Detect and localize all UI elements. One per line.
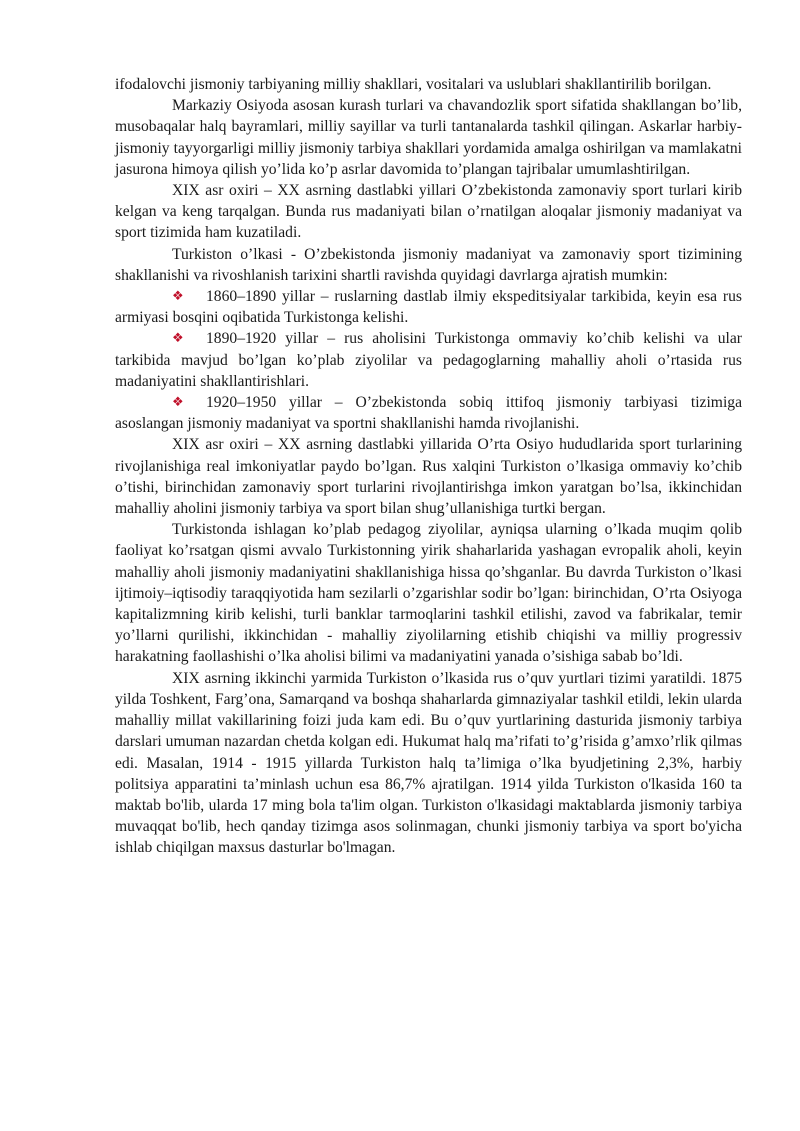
list-item-period-2 <box>115 328 742 392</box>
paragraph-real-opportunities: XIX asr oxiri – XX asrning dastlabki yillarida O’rta Osiyo hududlarida sport turlarining rivojlanishiga real imkoniyatlar paydo bo’lgan. Rus xalqini Turkiston o’lkasiga ommaviy ko’chib o’tishi, birinchidan zamonaviy sport turlarini rivojlantirishga imkon yaratgan bo’lsa, ikkinchidan mahalliy aholini jismoniy tarbiya va sport bilan shug’ullanishiga turtki bergan. <box>115 436 742 518</box>
paragraph-periodization-intro: Turkiston o’lkasi - O’zbekistonda jismoniy madaniyat va zamonaviy sport tizimining shakllanishi va rivoshlanish tarixini shartli ravishda quyidagi davrlarga ajratish mumkin: <box>115 245 742 284</box>
document-page <box>115 74 742 859</box>
paragraph-pedagogues-contribution: Turkistonda ishlagan ko’plab pedagog ziyolilar, ayniqsa ularning o’lkada muqim qolib faoliyat ko’rsatgan qismi avvalo Turkistonning yirik shaharlarida yashagan evropalik aholi, keyin mahalliy aholi jismoniy madaniyatini shakllanishiga hissa qo’shganlar. Bu davrda Turkiston o’lkasi ijtimoiy–iqtisodiy taraqqiyotida ham sezilarli o’zgarishlar sodir bo’lgan: birinchidan, O’rta Osiyoga kapitalizmning kirib kelishi, turli banklar tarmoqlarini tashkil etilishi, zavod va fabrikalar, temir yo’llarni qurilishi, ikkinchidan - mahalliy ziyolilarning etishib chiqishi va milliy progressiv harakatning faollashishi o’lka aholisi bilimi va madaniyatini yanada o’sishiga sabab bo’ldi. <box>115 521 742 666</box>
paragraph-continuation: ifodalovchi jismoniy tarbiyaning milliy shakllari, vositalari va uslublari shakllantirilib borilgan. <box>115 76 712 93</box>
list-item-text: 1920–1950 yillar – O’zbekistonda sobiq ittifoq jismoniy tarbiyasi tizimiga asoslangan jismoniy madaniyat va sportni shakllanishi hamda rivojlanishi. <box>115 394 742 433</box>
list-item-period-3 <box>115 392 742 434</box>
list-item-period-1 <box>115 286 742 328</box>
diamond-bullet-icon: ❖ <box>172 289 184 305</box>
paragraph-central-asia-sports: Markaziy Osiyoda asosan kurash turlari va chavandozlik sport sifatida shakllangan bo’lib, musobaqalar halq bayramlari, milliy sayillar va turli tantanalarda tashkil qilingan. Askarlar harbiy-jismoniy tayyorgarligi milliy jismoniy tarbiya shakllari yordamida amalga oshirilgan va mamlakatni jasurona himoya qilish yo’lida ko’p asrlar davomida to’plangan tajribalar umumlashtirilgan. <box>115 97 742 178</box>
list-item-text: 1860–1890 yillar – ruslarning dastlab ilmiy ekspeditsiyalar tarkibida, keyin esa rus armiyasi bosqini oqibatida Turkistonga kelishi. <box>115 288 742 327</box>
list-item-text: 1890–1920 yillar – rus aholisini Turkistonga ommaviy ko’chib kelishi va ular tarkibida mavjud bo’lgan ko’plab ziyolilar va pedagoglarning mahalliy aholi o’rtasida rus madaniyatini shakllantirishlari. <box>115 330 742 390</box>
paragraph-modern-sports-arrival: XIX asr oxiri – XX asrning dastlabki yillari O’zbekistonda zamonaviy sport turlari kirib kelgan va keng tarqalgan. Bunda rus madaniyati bilan o’rnatilgan aloqalar jismoniy madaniyat va sport tizimida ham kuzatiladi. <box>115 182 742 242</box>
paragraph-russian-schools: XIX asrning ikkinchi yarmida Turkiston o’lkasida rus o’quv yurtlari tizimi yaratildi. 1875 yilda Toshkent, Farg’ona, Samarqand va boshqa shaharlarda gimnaziyalar tashkil etildi, lekin ularda mahalliy millat vakillarining foizi juda kam edi. Bu o’quv yurtlarining dasturida jismoniy tarbiya darslari umuman nazardan chetda kolgan edi. Hukumat halq ma’rifati to’g’risida g’amxo’rlik qilmas edi. Masalan, 1914 - 1915 yillarda Turkiston halq ta’limiga o’lka byudjetining 2,3%, harbiy politsiya apparatini ta’minlash uchun esa 86,7% ajratilgan. 1914 yilda Turkiston o'lkasida 160 ta maktab bo'lib, ularda 17 ming bola ta'lim olgan. Turkiston o'lkasidagi maktablarda jismoniy tarbiya muvaqqat bo'lib, hech qanday tizimga asos solinmagan, chunki jismoniy tarbiya va sport bo'yicha ishlab chiqilgan maxsus dasturlar bo'lmagan. <box>115 669 743 857</box>
diamond-bullet-icon: ❖ <box>172 395 184 411</box>
diamond-bullet-icon: ❖ <box>172 331 184 347</box>
